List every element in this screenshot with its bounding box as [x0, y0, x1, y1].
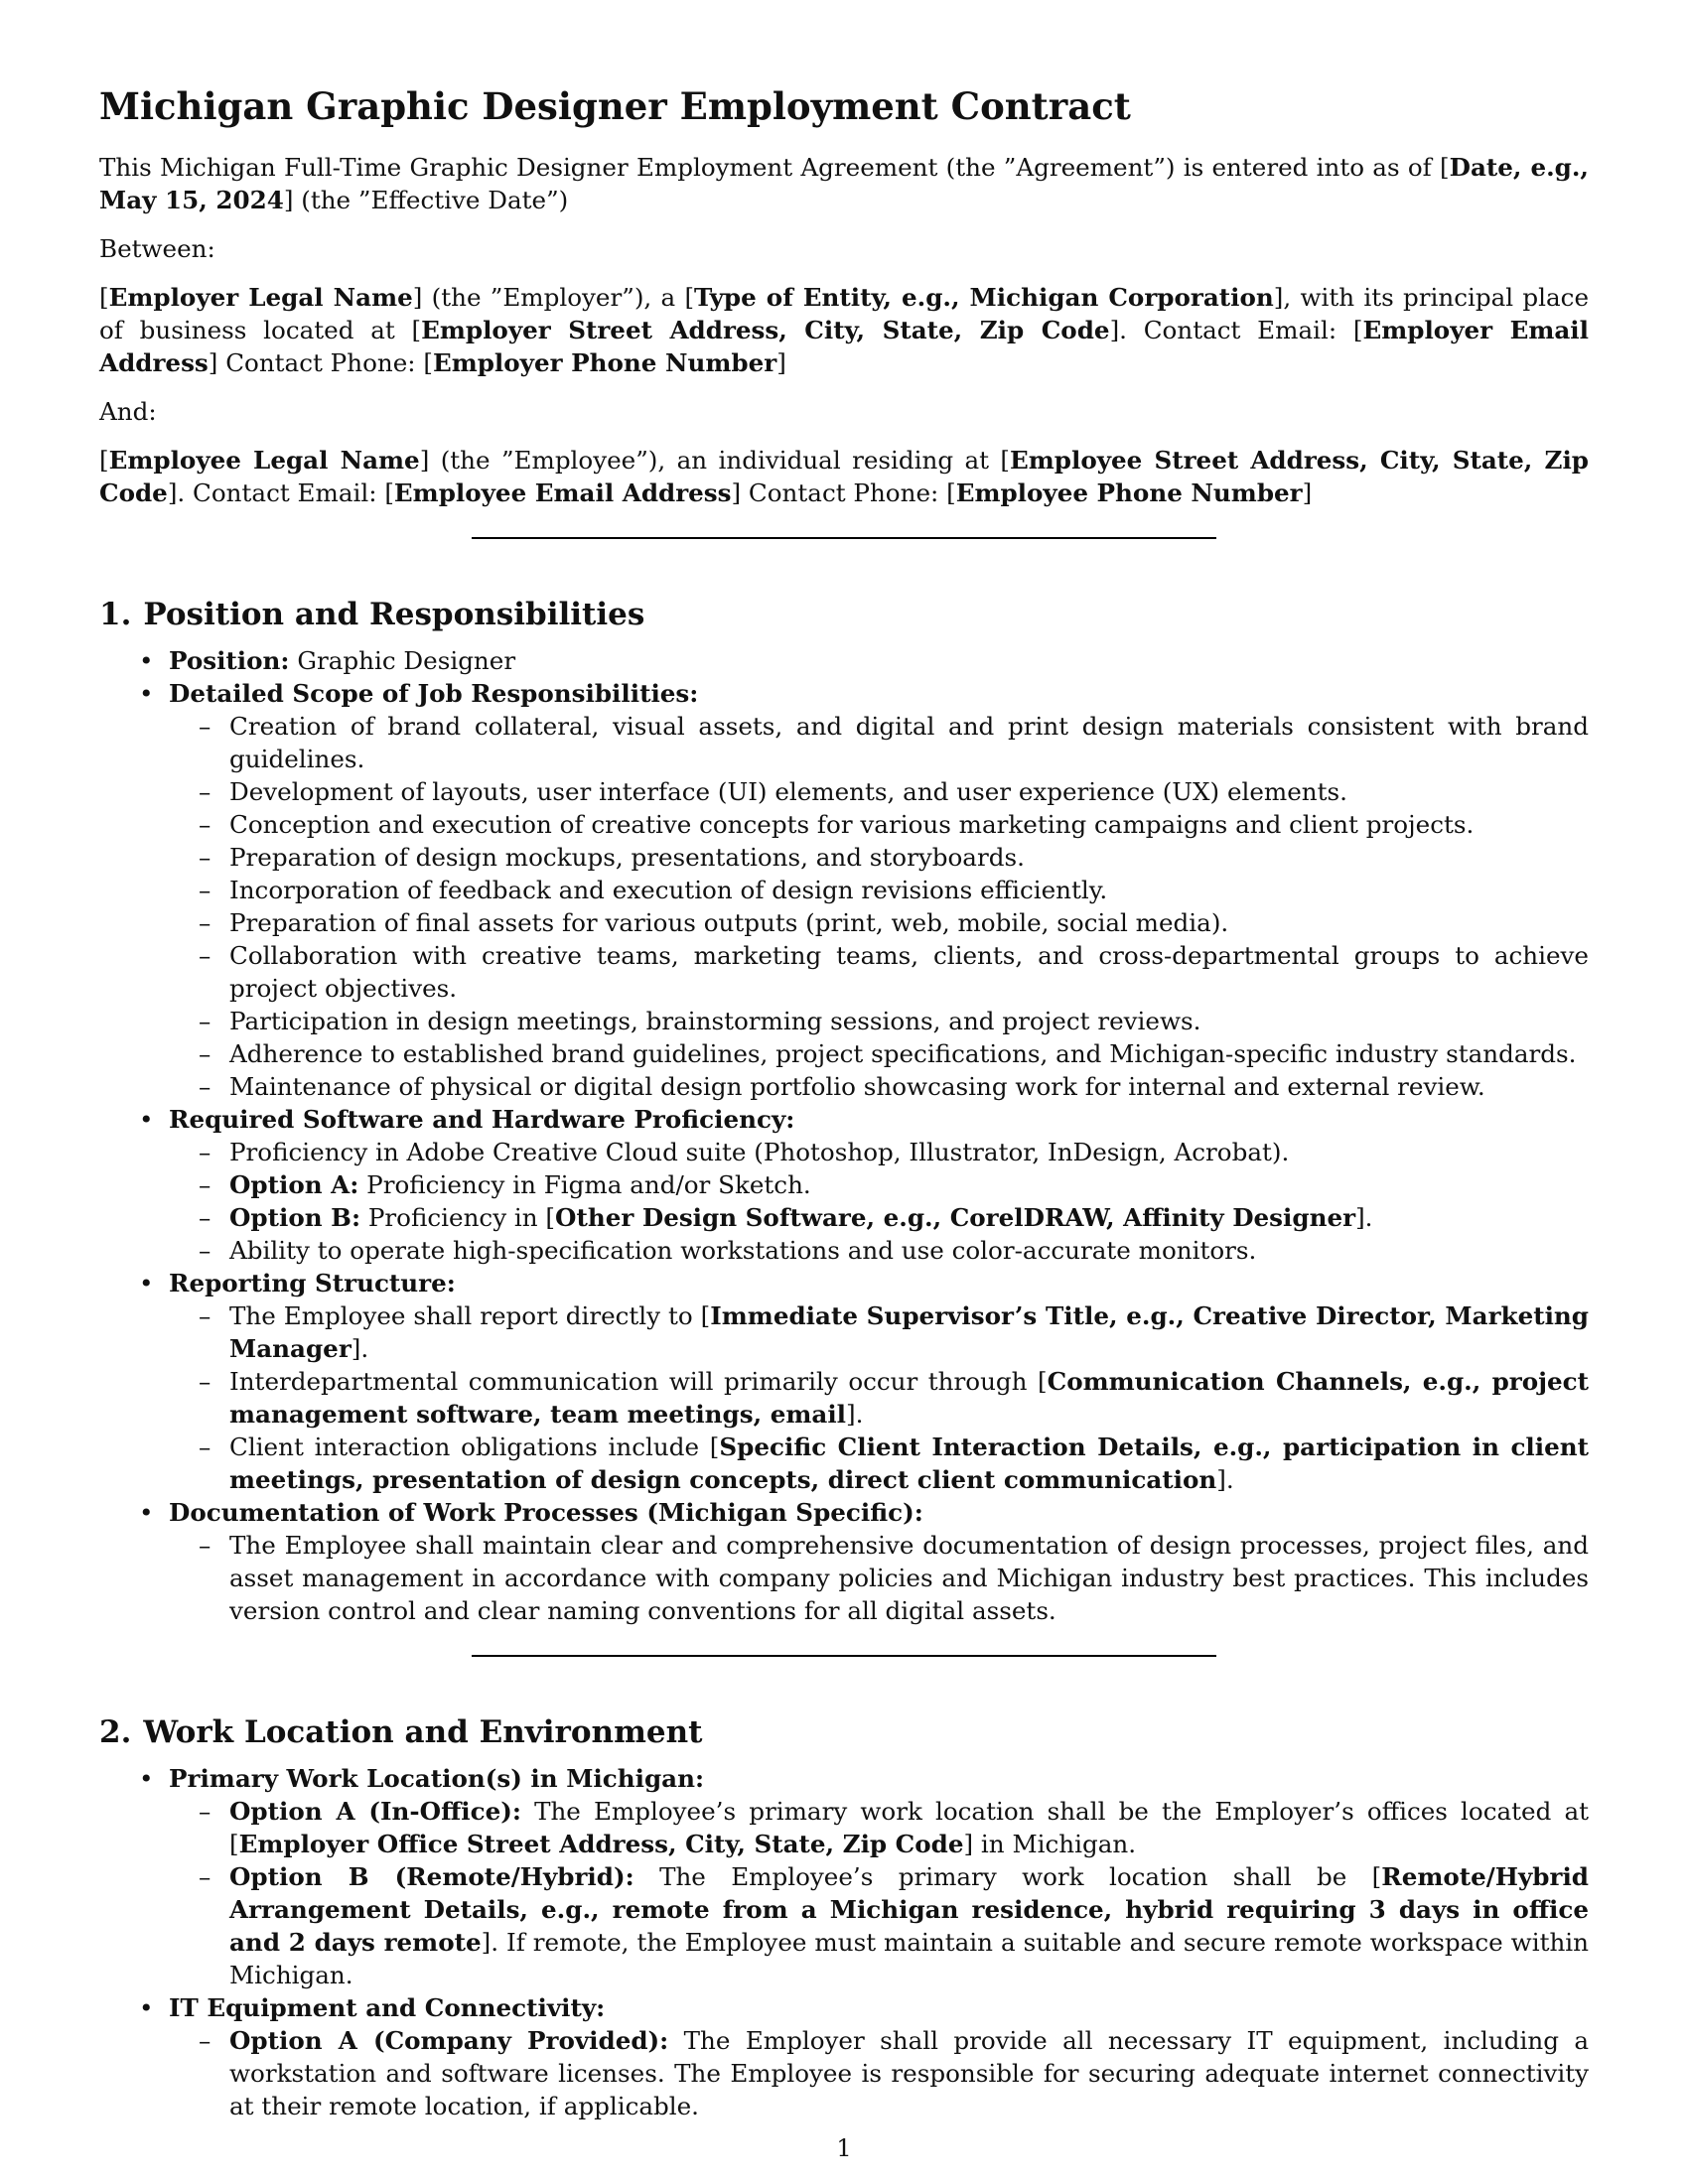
- sublist-item: [169, 1795, 1589, 1860]
- text: ]: [1302, 478, 1313, 507]
- section-1-heading: [99, 595, 1589, 634]
- option-label: Option A:: [229, 1170, 359, 1199]
- sublist-item: – Incorporation of feedback and execution of design revisions efficiently.: [169, 874, 1589, 906]
- sublist-item: – Participation in design meetings, brainstorming sessions, and project reviews.: [169, 1005, 1589, 1037]
- sublist-item: [169, 1201, 1589, 1234]
- text: Proficiency in [: [367, 1203, 556, 1232]
- placeholder: Immediate Supervisor’s Title, e.g., Creative Director, Marketing Manager: [229, 1301, 1589, 1363]
- sublist-item: – The Employee shall maintain clear and comprehensive documentation of design processes, project files, and asset management in accordance with company policies and Michigan industry best practices. This includes version control and clear naming conventions for all digital assets.: [169, 1529, 1589, 1627]
- employer-phone-placeholder: Employer Phone Number: [432, 348, 777, 377]
- intro-paragraph: [99, 151, 1589, 216]
- placeholder: Remote/Hybrid Arrangement Details, e.g., remote from a Michigan residence, hybrid requiring 3 days in office and 2 days remote: [229, 1862, 1590, 1957]
- sublist-item: [169, 1168, 1589, 1201]
- item-value: Graphic Designer: [297, 646, 516, 675]
- entity-type-placeholder: Type of Entity, e.g., Michigan Corporation: [694, 283, 1274, 312]
- employer-email-placeholder: Employer Email Address: [99, 316, 1589, 377]
- employee-paragraph: [99, 444, 1589, 509]
- employee-address-placeholder: Employee Street Address, City, State, Zip Code: [99, 446, 1590, 507]
- text: ]: [776, 348, 786, 377]
- option-text: The Employer shall provide all necessary IT equipment, including a workstation and software licenses. The Employee is responsible for securing adequate internet connectivity at their remote location, if applicable.: [229, 2026, 1590, 2120]
- option-label: Option A (Company Provided):: [229, 2026, 669, 2055]
- placeholder: Other Design Software, e.g., CorelDRAW, Affinity Designer: [555, 1203, 1356, 1232]
- list-item-scope: [99, 677, 1589, 1103]
- text: ] Contact Phone: [: [208, 348, 433, 377]
- text: ]. Contact Email: [: [167, 478, 394, 507]
- location-sublist: [169, 1795, 1589, 1991]
- text: ]. If remote, the Employee must maintain a suitable and secure remote workspace within Michigan.: [229, 1928, 1589, 1989]
- section-2-list: [99, 1762, 1589, 2122]
- section-title: Work Location and Environment: [143, 1714, 703, 1750]
- text: ] Contact Phone: [: [731, 478, 956, 507]
- text: ].: [351, 1334, 369, 1363]
- text: The Employee’s primary work location shall be [: [659, 1862, 1382, 1891]
- section-divider: [472, 1655, 1216, 1657]
- list-item-reporting: [99, 1267, 1589, 1496]
- list-item-it: [99, 1991, 1589, 2122]
- text: [: [99, 283, 109, 312]
- documentation-sublist: [169, 1529, 1589, 1627]
- employee-phone-placeholder: Employee Phone Number: [955, 478, 1303, 507]
- section-number: 1.: [99, 597, 132, 632]
- text: Client interaction obligations include [: [229, 1433, 720, 1461]
- item-label: Required Software and Hardware Proficiency:: [169, 1105, 795, 1134]
- employer-name-placeholder: Employer Legal Name: [108, 283, 413, 312]
- sublist-item: [169, 1365, 1589, 1431]
- sublist-item: – Development of layouts, user interface (UI) elements, and user experience (UX) elements.: [169, 775, 1589, 808]
- option-label: Option B (Remote/Hybrid):: [229, 1862, 634, 1891]
- text: Interdepartmental communication will primarily occur through [: [229, 1367, 1048, 1396]
- option-label: Option B:: [229, 1203, 361, 1232]
- placeholder: Employer Office Street Address, City, State, Zip Code: [238, 1830, 964, 1858]
- employee-name-placeholder: Employee Legal Name: [108, 446, 420, 475]
- document-title: Michigan Graphic Designer Employment Contract: [99, 84, 1131, 128]
- employer-address-placeholder: Employer Street Address, City, State, Zip Code: [421, 316, 1110, 344]
- item-label: Reporting Structure:: [169, 1269, 456, 1297]
- sublist-item: – Creation of brand collateral, visual assets, and digital and print design materials consistent with brand guidelines.: [169, 710, 1589, 775]
- scope-sublist: [169, 710, 1589, 1103]
- sublist-item: – Adherence to established brand guidelines, project specifications, and Michigan-specific industry standards.: [169, 1037, 1589, 1070]
- document-body: [99, 83, 1589, 2122]
- text: ].: [846, 1400, 864, 1429]
- list-item-location: [99, 1762, 1589, 1991]
- effective-date-placeholder: Date, e.g., May 15, 2024: [99, 153, 1589, 214]
- text: [: [99, 446, 109, 475]
- sublist-item: [169, 1860, 1589, 1991]
- section-divider: [472, 537, 1216, 539]
- between-label: Between:: [99, 234, 215, 263]
- employee-email-placeholder: Employee Email Address: [393, 478, 732, 507]
- option-label: Option A (In-Office):: [229, 1797, 521, 1826]
- text: ], with its principal place of business located at [: [99, 283, 1589, 344]
- item-label: Position:: [169, 646, 290, 675]
- software-sublist: [169, 1136, 1589, 1267]
- list-item-documentation: [99, 1496, 1589, 1627]
- intro-text: This Michigan Full-Time Graphic Designer Employment Agreement (the ”Agreement”) is entered into as of [: [99, 153, 1450, 182]
- sublist-item: – Preparation of final assets for various outputs (print, web, mobile, social media).: [169, 906, 1589, 939]
- it-sublist: [169, 2024, 1589, 2122]
- list-item-software: [99, 1103, 1589, 1267]
- text: ].: [1355, 1203, 1373, 1232]
- sublist-item: – Maintenance of physical or digital design portfolio showcasing work for internal and external review.: [169, 1070, 1589, 1103]
- text: ] (the ”Employer”), a [: [412, 283, 695, 312]
- item-label: Documentation of Work Processes (Michigan Specific):: [169, 1498, 923, 1527]
- sublist-item: – Proficiency in Adobe Creative Cloud suite (Photoshop, Illustrator, InDesign, Acrobat).: [169, 1136, 1589, 1168]
- item-label: Detailed Scope of Job Responsibilities:: [169, 679, 699, 708]
- section-1-list: [99, 644, 1589, 1627]
- page-number: 1: [836, 2134, 852, 2162]
- text: ] (the ”Employee”), an individual residing at [: [419, 446, 1011, 475]
- sublist-item: – Conception and execution of creative concepts for various marketing campaigns and client projects.: [169, 808, 1589, 841]
- text: The Employee’s primary work location shall be the Employer’s offices located at [: [229, 1797, 1589, 1858]
- text: ].: [1216, 1465, 1234, 1494]
- sublist-item: – Collaboration with creative teams, marketing teams, clients, and cross-departmental groups to achieve project objectives.: [169, 939, 1589, 1005]
- reporting-sublist: [169, 1299, 1589, 1496]
- sublist-item: [169, 1299, 1589, 1365]
- option-text: Proficiency in Figma and/or Sketch.: [366, 1170, 811, 1199]
- section-title: Position and Responsibilities: [143, 597, 645, 632]
- sublist-item: – Ability to operate high-specification workstations and use color-accurate monitors.: [169, 1234, 1589, 1267]
- sublist-item: [169, 1431, 1589, 1496]
- section-number: 2.: [99, 1714, 132, 1750]
- text: ] in Michigan.: [963, 1830, 1137, 1858]
- list-item-position: [99, 644, 1589, 677]
- text: ]. Contact Email: [: [1109, 316, 1363, 344]
- sublist-item: – Preparation of design mockups, presentations, and storyboards.: [169, 841, 1589, 874]
- item-label: IT Equipment and Connectivity:: [169, 1993, 606, 2022]
- item-label: Primary Work Location(s) in Michigan:: [169, 1764, 705, 1793]
- and-label: And:: [99, 397, 157, 426]
- sublist-item: [169, 2024, 1589, 2122]
- section-2-heading: [99, 1712, 1589, 1752]
- placeholder: Communication Channels, e.g., project management software, team meetings, email: [229, 1367, 1590, 1429]
- placeholder: Specific Client Interaction Details, e.g., participation in client meetings, presentation of design concepts, direct client communication: [229, 1433, 1589, 1494]
- employer-paragraph: [99, 281, 1589, 379]
- intro-text-end: ] (the ”Effective Date”): [283, 186, 569, 214]
- text: The Employee shall report directly to [: [229, 1301, 711, 1330]
